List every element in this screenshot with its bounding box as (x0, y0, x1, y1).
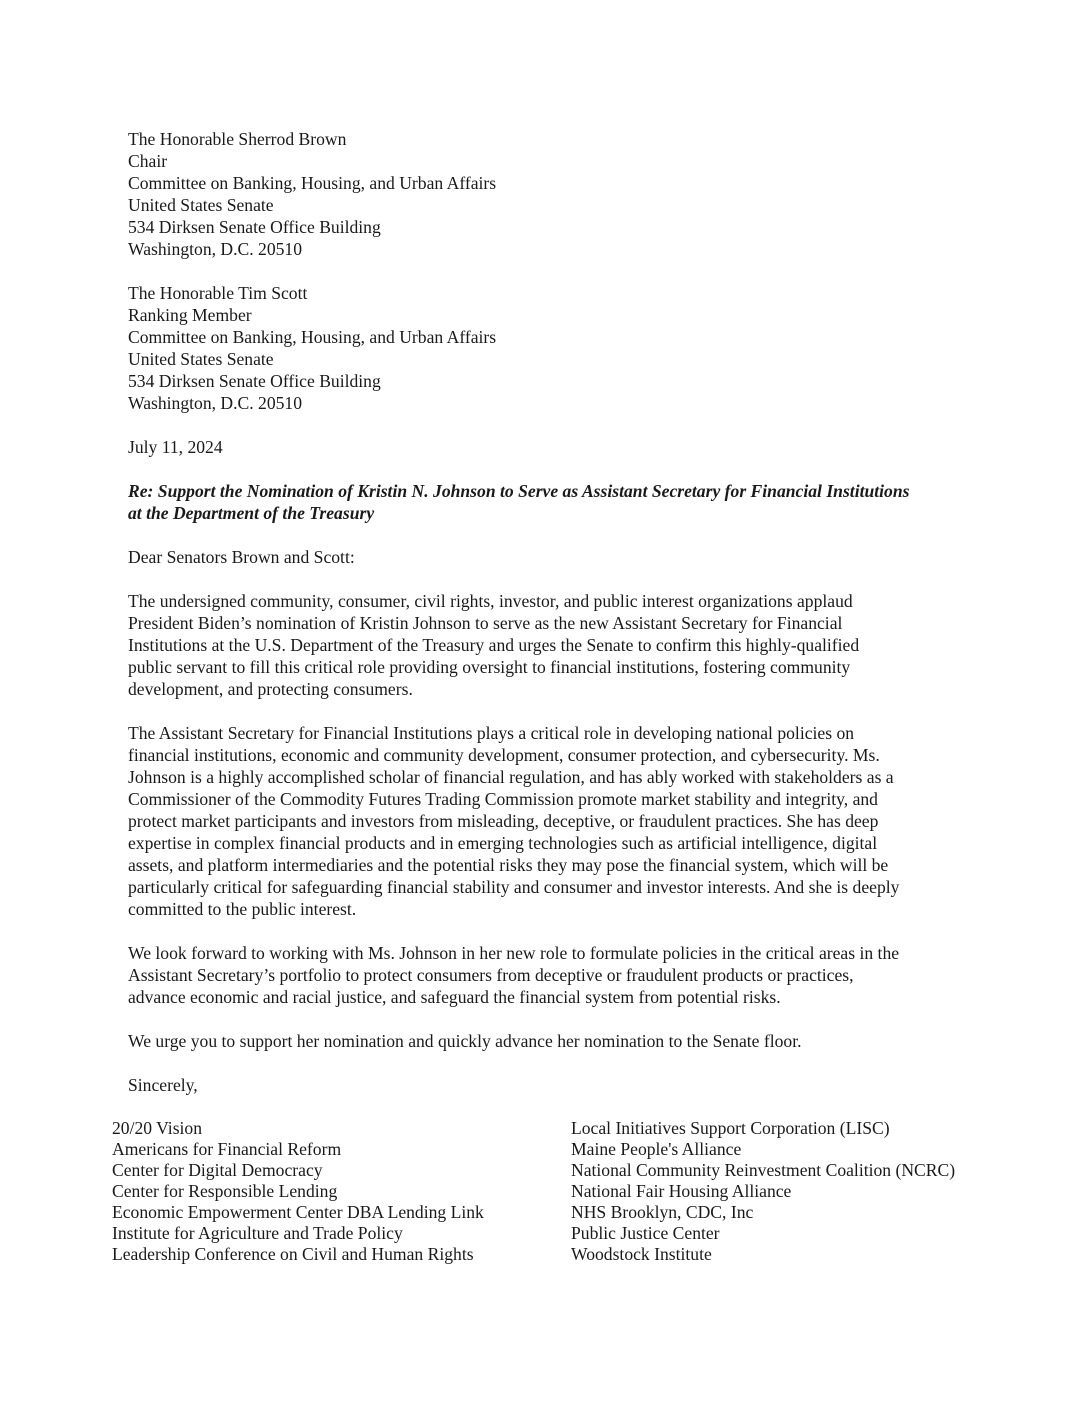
signatory: Leadership Conference on Civil and Human Rights (112, 1244, 474, 1264)
signatory: Center for Responsible Lending (112, 1181, 338, 1201)
paragraph-line: The undersigned community, consumer, civil rights, investor, and public interest organizations applaud (128, 591, 853, 611)
signatory: Maine People's Alliance (571, 1139, 742, 1159)
signatory: Americans for Financial Reform (112, 1139, 342, 1159)
paragraph-line: Johnson is a highly accomplished scholar of financial regulation, and has ably worked with stakeholders as a (128, 767, 894, 787)
address-line: United States Senate (128, 195, 274, 215)
body-paragraph-4 (128, 1030, 978, 1052)
paragraph-line: expertise in complex financial products and in emerging technologies such as artificial intelligence, digital (128, 833, 878, 853)
signatory: Institute for Agriculture and Trade Policy (112, 1223, 403, 1243)
address-line: Ranking Member (128, 305, 252, 325)
address-line: United States Senate (128, 349, 274, 369)
paragraph-line: The Assistant Secretary for Financial Institutions plays a critical role in developing national policies on (128, 723, 855, 743)
paragraph-line: development, and protecting consumers. (128, 679, 413, 699)
signatory: Public Justice Center (571, 1223, 720, 1243)
address-line: The Honorable Tim Scott (128, 283, 308, 303)
paragraph-line: Commissioner of the Commodity Futures Trading Commission promote market stability and integrity, and (128, 789, 878, 809)
signatory: Woodstock Institute (571, 1244, 712, 1264)
paragraph-line: Assistant Secretary’s portfolio to protect consumers from deceptive or fraudulent products or practices, (128, 965, 854, 985)
recipient-address-scott (128, 282, 978, 414)
signatory: National Fair Housing Alliance (571, 1181, 792, 1201)
address-line: Washington, D.C. 20510 (128, 239, 303, 259)
address-line: Committee on Banking, Housing, and Urban Affairs (128, 173, 497, 193)
signatory: Center for Digital Democracy (112, 1160, 323, 1180)
recipient-address-brown (128, 128, 978, 260)
letter-date: July 11, 2024 (128, 437, 223, 457)
paragraph-line: advance economic and racial justice, and safeguard the financial system from potential risks. (128, 987, 781, 1007)
paragraph-line: protect market participants and investors from misleading, deceptive, or fraudulent practices. She has deep (128, 811, 879, 831)
paragraph-line: assets, and platform intermediaries and the potential risks they may pose the financial system, which will be (128, 855, 889, 875)
subject-line-text: Re: Support the Nomination of Kristin N. Johnson to Serve as Assistant Secretary for Financial Institutions (128, 481, 910, 501)
signatories-right-column (571, 1118, 991, 1265)
body-paragraph-3 (128, 942, 978, 1008)
body-paragraph-1 (128, 590, 978, 700)
signatory: 20/20 Vision (112, 1118, 203, 1138)
signatory: NHS Brooklyn, CDC, Inc (571, 1202, 754, 1222)
paragraph-line: financial institutions, economic and community development, consumer protection, and cybersecurity. Ms. (128, 745, 880, 765)
paragraph-line: We look forward to working with Ms. Johnson in her new role to formulate policies in the critical areas in the (128, 943, 900, 963)
paragraph-line: We urge you to support her nomination and quickly advance her nomination to the Senate floor. (128, 1031, 802, 1051)
address-line: 534 Dirksen Senate Office Building (128, 217, 381, 237)
paragraph-line: Institutions at the U.S. Department of the Treasury and urges the Senate to confirm this highly-qualified (128, 635, 860, 655)
paragraph-line: President Biden’s nomination of Kristin Johnson to serve as the new Assistant Secretary for Financial (128, 613, 843, 633)
closing: Sincerely, (128, 1075, 198, 1095)
body-paragraph-2 (128, 722, 978, 920)
address-line: The Honorable Sherrod Brown (128, 129, 347, 149)
address-line: Washington, D.C. 20510 (128, 393, 303, 413)
signatory: Local Initiatives Support Corporation (LISC) (571, 1118, 890, 1138)
signatory: National Community Reinvestment Coalition (NCRC) (571, 1160, 956, 1180)
subject-line-text: at the Department of the Treasury (128, 503, 375, 523)
subject-line (128, 480, 978, 524)
salutation: Dear Senators Brown and Scott: (128, 547, 355, 567)
paragraph-line: committed to the public interest. (128, 899, 357, 919)
signatory: Economic Empowerment Center DBA Lending Link (112, 1202, 484, 1222)
signatories-left-column (112, 1118, 592, 1265)
address-line: Chair (128, 151, 168, 171)
paragraph-line: particularly critical for safeguarding financial stability and consumer and investor interests. And she is deeply (128, 877, 900, 897)
address-line: Committee on Banking, Housing, and Urban Affairs (128, 327, 497, 347)
paragraph-line: public servant to fill this critical role providing oversight to financial institutions, fostering community (128, 657, 851, 677)
address-line: 534 Dirksen Senate Office Building (128, 371, 381, 391)
